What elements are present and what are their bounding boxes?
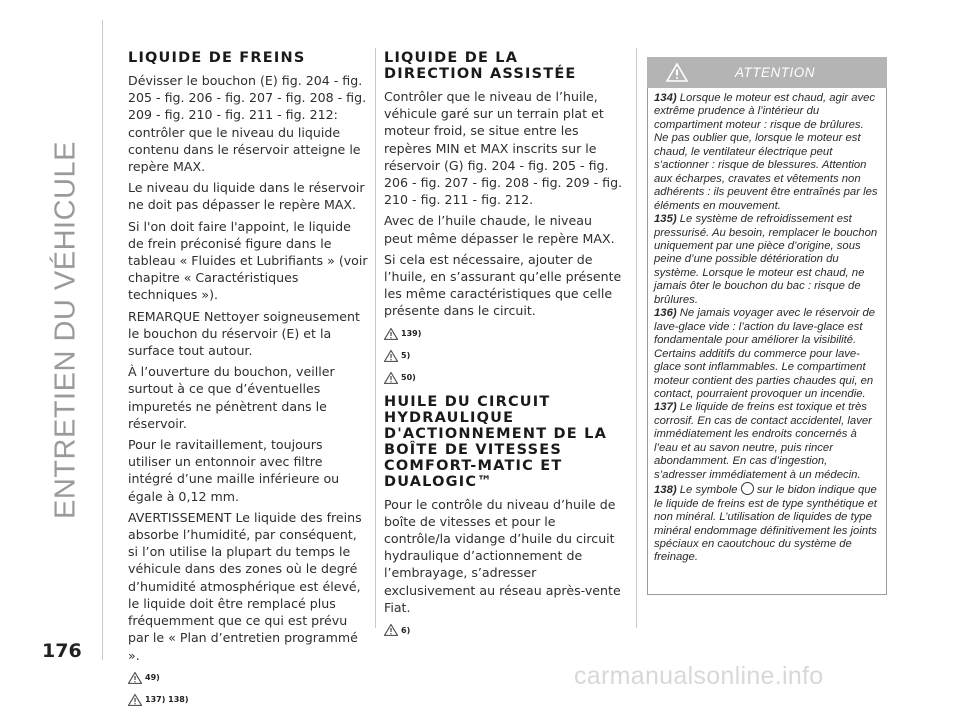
paragraph: Le niveau du liquide dans le réservoir ne doit pas dépasser le repère MAX. bbox=[128, 180, 365, 213]
warning-triangle-icon bbox=[384, 328, 398, 340]
item-number: 136) bbox=[654, 307, 677, 320]
paragraph: REMARQUE Nettoyer soigneusement le bouchon du réservoir (E) et la surface tout autour. bbox=[128, 308, 360, 359]
warning-ref-label: 6) bbox=[401, 625, 411, 635]
paragraph: Contrôler que le niveau de l’huile, véhicule garé sur un terrain plat et moteur froid, se situe entre les repères MIN et MAX inscrits sur le réservoir (G) fig. 204 - fig. 205 - fig. 206 - fig. 207 - fig. 208 - fig. 209 - fig. 210 - fig. 211 - fig. 212. bbox=[384, 89, 623, 208]
warning-triangle-icon bbox=[384, 624, 398, 636]
warning-triangle-icon bbox=[666, 63, 688, 82]
attention-item bbox=[654, 482, 880, 565]
paragraph: Pour le contrôle du niveau d’huile de boîte de vitesses et pour le contrôle/la vidange d’huile du circuit hydraulique d’actionnement de l’embrayage, s’adresser exclusivement au réseau après-vente Fiat. bbox=[384, 496, 621, 615]
attention-title: ATTENTION bbox=[735, 65, 815, 80]
item-text: Le système de refroidissement est pressurisé. Au besoin, remplacer le bouchon uniquement par une pièce d’origine, sous peine d’une possible détérioration du système. Lorsque le moteur est chaud, ne jamais ôter le bouchon du bac : risque de brûlures. bbox=[654, 213, 878, 306]
paragraph: Pour le ravitaillement, toujours utiliser un entonnoir avec filtre intégré d’une maille inférieure ou égale à 0,12 mm. bbox=[128, 437, 340, 504]
heading-power-steering: LIQUIDE DE LA DIRECTION ASSISTÉE bbox=[384, 50, 577, 82]
item-number: 135) bbox=[654, 213, 677, 226]
heading-gearbox-hydraulic-oil: HUILE DU CIRCUIT HYDRAULIQUE D'ACTIONNEMENT DE LA BOÎTE DE VITESSES COMFORT-MATIC ET DUALOGIC™ bbox=[384, 393, 607, 490]
item-text: Le symbole bbox=[679, 484, 738, 497]
brake-fluid-symbol-icon bbox=[741, 482, 754, 495]
paragraph: À l’ouverture du bouchon, veiller surtout à ce que d’éventuelles impuretés ne pénètrent dans le réservoir. bbox=[128, 364, 335, 431]
paragraph: Dévisser le bouchon (E) fig. 204 - fig. 205 - fig. 206 - fig. 207 - fig. 208 - fig. 209 - fig. 210 - fig. 211 - fig. 212: contrôler que le niveau du liquide contenu dans le réservoir atteigne le repère MAX. bbox=[128, 73, 367, 175]
warning-ref bbox=[384, 346, 624, 366]
attention-body bbox=[647, 88, 887, 595]
item-text: sur le bidon indique que le liquide de freins est de type synthétique et non minéral. L’utilisation de liquides de type minéral endommage définitivement les joints spéciaux en caoutchouc du système de freinage. bbox=[654, 484, 877, 564]
warning-ref bbox=[384, 620, 624, 640]
column-divider bbox=[636, 48, 637, 628]
warning-ref bbox=[384, 324, 624, 344]
warning-ref-label: 137) 138) bbox=[145, 695, 189, 705]
sidebar-divider bbox=[102, 20, 103, 660]
paragraph: Si l'on doit faire l'appoint, le liquide de frein préconisé figure dans le tableau « Fluides et Lubrifiants » (voir chapitre « Caractéristiques techniques »). bbox=[128, 218, 368, 303]
attention-item bbox=[654, 92, 880, 213]
page-number: 176 bbox=[42, 640, 82, 662]
section-title-vertical: ENTRETIEN DU VÉHICULE bbox=[49, 141, 82, 519]
warning-ref bbox=[128, 690, 368, 710]
warning-ref-label: 49) bbox=[145, 673, 160, 683]
warning-triangle-icon bbox=[128, 672, 142, 684]
warning-ref-label: 139) bbox=[401, 329, 422, 339]
attention-item bbox=[654, 401, 880, 482]
warning-ref-label: 5) bbox=[401, 351, 411, 361]
warning-ref-label: 50) bbox=[401, 373, 416, 383]
item-text: Ne jamais voyager avec le réservoir de lave-glace vide : l’action du lave-glace est fondamentale pour améliorer la visibilité. Certains additifs du commerce pour lave-glace sont inflammables. Le compartiment moteur contient des parties chaudes qui, en contact, pourraient provoquer un incendie. bbox=[654, 307, 876, 400]
column-brake-fluid bbox=[128, 50, 368, 712]
attention-item bbox=[654, 307, 880, 401]
paragraph: AVERTISSEMENT Le liquide des freins absorbe l’humidité, par conséquent, si l’on utilise la plupart du temps le véhicule dans des zones où le degré d’humidité atmosphérique est élevé, le liquide doit être remplacé plus fréquemment que ce qui est prévu par le « Plan d’entretien programmé ». bbox=[128, 509, 362, 663]
item-number: 138) bbox=[654, 484, 677, 497]
attention-item bbox=[654, 213, 880, 307]
warning-triangle-icon bbox=[384, 372, 398, 384]
warning-ref bbox=[128, 668, 368, 688]
column-power-steering bbox=[384, 50, 624, 642]
item-number: 137) bbox=[654, 401, 677, 414]
warning-triangle-icon bbox=[128, 694, 142, 706]
item-number: 134) bbox=[654, 92, 677, 104]
item-text: Lorsque le moteur est chaud, agir avec extrême prudence à l’intérieur du compartiment moteur : risque de brûlures. Ne pas oublier que, lorsque le moteur est chaud, le ventilateur électrique peut s’actionner : risque de blessures. Attention aux écharpes, cravates et vêtements non adhérents : ils peuvent être entraînés par les éléments en mouvement. bbox=[654, 92, 878, 212]
warning-ref bbox=[384, 368, 624, 388]
paragraph: Si cela est nécessaire, ajouter de l’huile, en s’assurant qu’elle présente les même caractéristiques que celle présente dans le circuit. bbox=[384, 251, 622, 319]
watermark: carmanualsonline.info bbox=[574, 662, 824, 690]
column-divider bbox=[375, 48, 376, 628]
attention-header bbox=[647, 57, 887, 88]
item-text: Le liquide de freins est toxique et très corrosif. En cas de contact accidentel, laver immédiatement les endroits concernés à l’eau et au savon neutre, puis rincer abondamment. En cas d’ingestion, s’adresser immédiatement à un médecin. bbox=[654, 401, 872, 481]
heading-brake-fluid: LIQUIDE DE FREINS bbox=[128, 50, 306, 66]
warning-triangle-icon bbox=[384, 350, 398, 362]
paragraph: Avec de l’huile chaude, le niveau peut même dépasser le repère MAX. bbox=[384, 213, 615, 246]
attention-box bbox=[647, 57, 887, 595]
